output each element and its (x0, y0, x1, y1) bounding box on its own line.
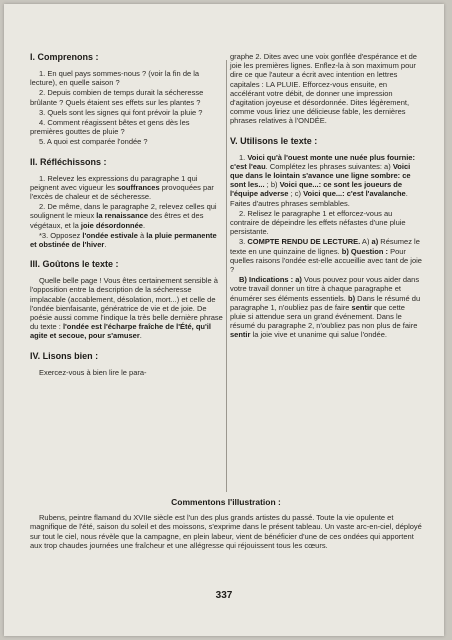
illustration-title: Commentons l'illustration : (171, 497, 281, 507)
question-2: 2. Depuis combien de temps durait la sécheresse brûlante ? Quels étaient ses effets sur les plantes ? (30, 88, 204, 107)
right-column (230, 52, 422, 341)
gouter-paragraph: Quelle belle page ! Vous êtes certainement sensible à l'opposition entre la description de la sécheresse implacable (accablement, désolation, mort...) et celle de l'ondée bienfaisante, génératrice de vie et de joie. De poésie aussi comme l'indique la très belle dernière phrase du texte : l'ondée est l'écharpe fraîche de l'Été, qu'il agite et secoue, pour s'amuser. (30, 276, 223, 341)
exercise-1: 1. Voici qu'à l'ouest monte une nuée plus fournie: c'est l'eau. Complétez les phrases suivantes: a) Voici que dans le lointain s'avance une ligne sombre: ce sont les... ; b) Voici que...: ce sont les joueurs de l'équipe adverse ; c) Voici que...: c'est l'avalanche. Faites d'autres phrases semblables. (230, 152, 415, 208)
column-divider (226, 60, 227, 492)
two-column-body (30, 52, 422, 498)
lisons-paragraph: Exercez-vous à bien lire le para- (39, 367, 147, 377)
exercise-3: 3. COMPTE RENDU DE LECTURE. A) a) Résumez le texte en une quinzaine de lignes. b) Question : Pour quelles raisons l'ondée est-elle accueillie avec tant de joie ? (230, 237, 422, 275)
book-page (4, 4, 444, 636)
question-3: 3. Quels sont les signes qui font prévoir la pluie ? (39, 107, 203, 117)
reflection-3: *3. Opposez l'ondée estivale à la pluie permanente et obstinée de l'hiver. (30, 230, 217, 250)
section-comprenons-title: I. Comprenons : (30, 52, 99, 62)
section-goutons-title: III. Goûtons le texte : (30, 259, 119, 270)
question-4: 4. Comment réagissent bêtes et gens dès les premières gouttes de pluie ? (30, 118, 190, 137)
lisons-continuation: graphe 2. Dites avec une voix gonflée d'espérance et de joie les premières lignes. Enflez-la à son maximum pour dire ce que l'auteur a écrit avec intention en lettres capitales : LA PLUIE. Efforcez-vous ensuite, en accélérant votre débit, de donner une impression d'agitation joyeuse et désordonnée. Dites légèrement, comme vous liriez une délicieuse fable, les dernières phrases relatives à l'ONDÉE. (230, 52, 417, 126)
exercise-2: 2. Relisez le paragraphe 1 et efforcez-vous au contraire de dépeindre les effets néfastes d'une pluie persistante. (230, 208, 406, 237)
illustration-commentary (30, 498, 422, 551)
reflection-1: 1. Relevez les expressions du paragraphe 1 qui peignent avec vigueur les souffrances provoquées par l'excès de chaleur et de sécheresse. (30, 173, 214, 202)
exercise-3-indications: B) Indications : a) Vous pouvez pour vous aider dans votre travail donner un titre à chaque paragraphe et énumérer ses éléments essentiels. b) Dans le résumé du paragraphe 1, n'oubliez pas de faire sentir que cette pluie si attendue sera un grand événement. Dans le résumé du paragraphe 2, n'oubliez pas non plus de faire sentir la joie vive et unanime qui salue l'ondée. (230, 275, 421, 340)
section-utilisons-title: V. Utilisons le texte : (230, 135, 318, 146)
question-5: 5. A quoi est comparée l'ondée ? (39, 137, 148, 147)
left-column (30, 52, 223, 378)
section-reflechissons-title: II. Réfléchissons : (30, 156, 107, 167)
reflection-2: 2. De même, dans le paragraphe 2, relevez celles qui soulignent le mieux la renaissance des êtres et des végétaux, et la joie désordonnée. (30, 202, 217, 230)
illustration-text: Rubens, peintre flamand du XVIIe siècle est l'un des plus grands artistes du passé. Toute la vie opulente et magnifique de l'été, saison du soleil et des moissons, s'exprime dans le présent tableau. Un vaste arc-en-ciel, déployé sur tout le ciel, nous révèle que la campagne, en plein labeur, vient de bénéficier d'une de ces ondées qui apportent aux trop chaudes journées une fraîcheur et une allégresse qui réjouissent tous les cœurs. (30, 513, 422, 550)
page-number: 337 (215, 590, 233, 601)
question-1: 1. En quel pays sommes-nous ? (voir la fin de la lecture), en quelle saison ? (30, 69, 200, 88)
section-lisons-title: IV. Lisons bien : (30, 350, 99, 361)
